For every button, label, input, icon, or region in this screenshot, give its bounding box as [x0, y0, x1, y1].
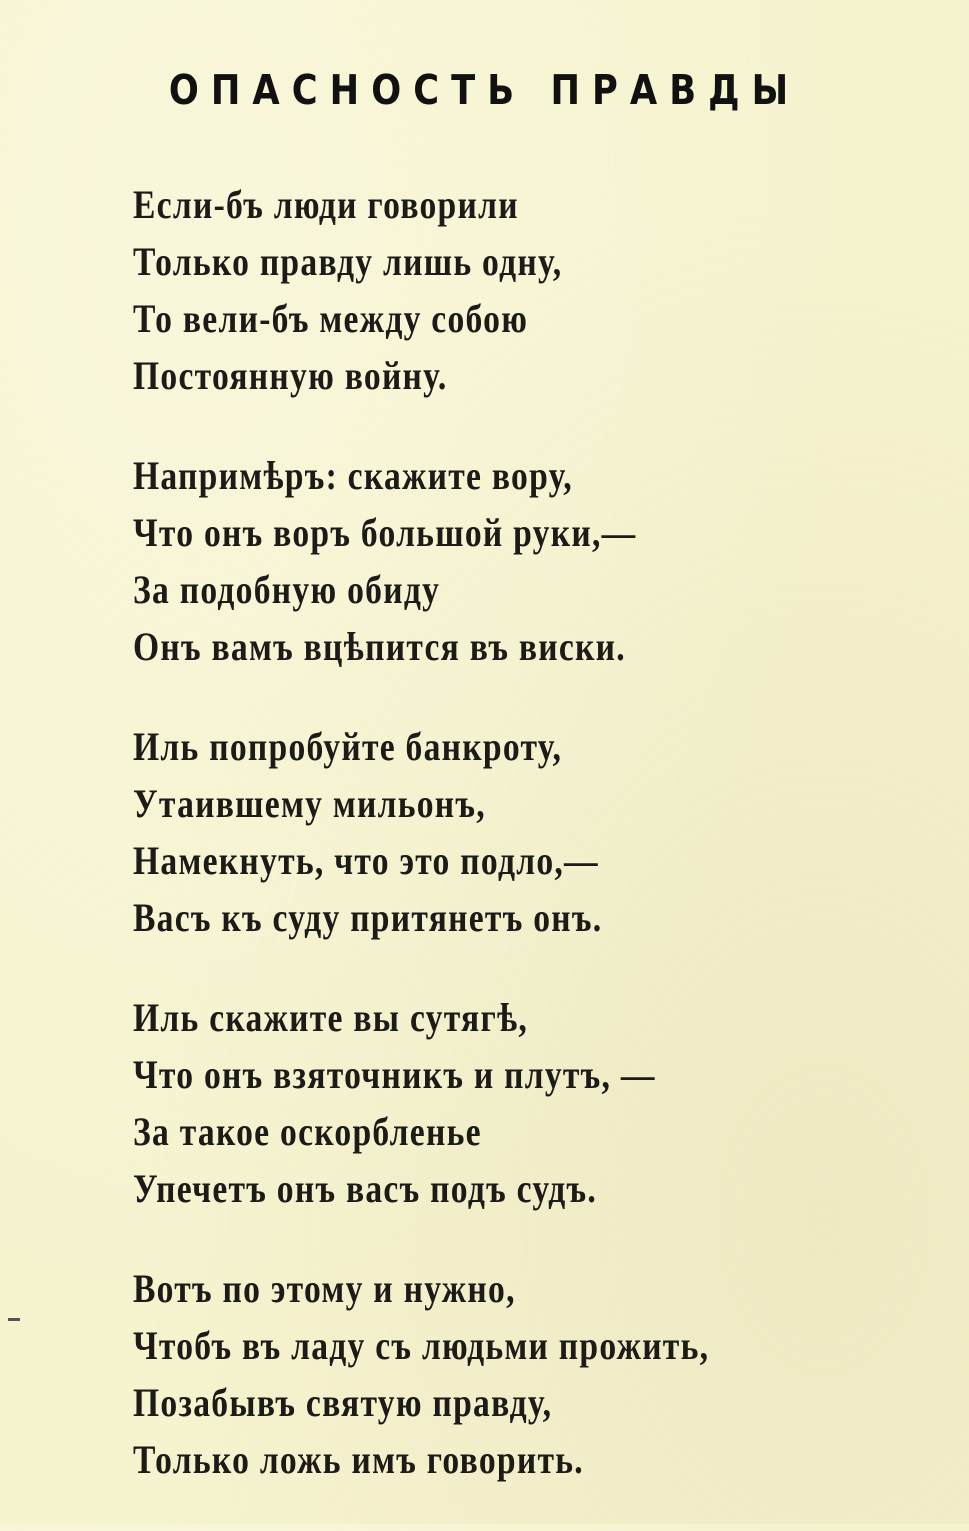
- stanza-1: [133, 176, 933, 404]
- margin-mark: [8, 1318, 20, 1321]
- poem-line: Позабывъ святую правду,: [133, 1380, 553, 1425]
- poem-line: За подобную обиду: [133, 567, 441, 612]
- poem-line: Постоянную войну.: [133, 353, 448, 398]
- poem-line: Если-бъ люди говорили: [133, 182, 519, 227]
- poem-line: Вотъ по этому и нужно,: [133, 1266, 516, 1311]
- poem-line: Только правду лишь одну,: [133, 239, 563, 284]
- poem-line: Онъ вамъ вцѣпится въ виски.: [133, 624, 626, 669]
- poem-line: Упечетъ онъ васъ подъ судъ.: [133, 1166, 598, 1211]
- poem-line: Что онъ воръ большой руки,—: [133, 510, 637, 555]
- stanza-4: [133, 989, 933, 1217]
- poem-line: Утаившему мильонъ,: [133, 781, 486, 826]
- poem-line: За такое оскорбленье: [133, 1109, 482, 1154]
- poem-line: Напримѣръ: скажите вору,: [133, 453, 573, 498]
- stanza-5: [133, 1260, 933, 1488]
- poem-line: Что онъ взяточникъ и плутъ, —: [133, 1052, 656, 1097]
- poem-title: ОПАСНОСТЬ ПРАВДЫ: [168, 66, 801, 114]
- poem-line: Чтобъ въ ладу съ людьми прожить,: [133, 1323, 710, 1368]
- poem-line: Васъ къ суду притянетъ онъ.: [133, 895, 603, 940]
- poem-line: Иль попробуйте банкроту,: [133, 724, 563, 769]
- stanza-2: [133, 447, 933, 675]
- stanza-3: [133, 718, 933, 946]
- poem-line: Намекнуть, что это подло,—: [133, 838, 599, 883]
- poem-line: Только ложь имъ говорить.: [133, 1437, 584, 1482]
- poem-body: [133, 176, 933, 1531]
- poem-line: То вели-бъ между собою: [133, 296, 529, 341]
- poem-line: Иль скажите вы сутягѣ,: [133, 995, 529, 1040]
